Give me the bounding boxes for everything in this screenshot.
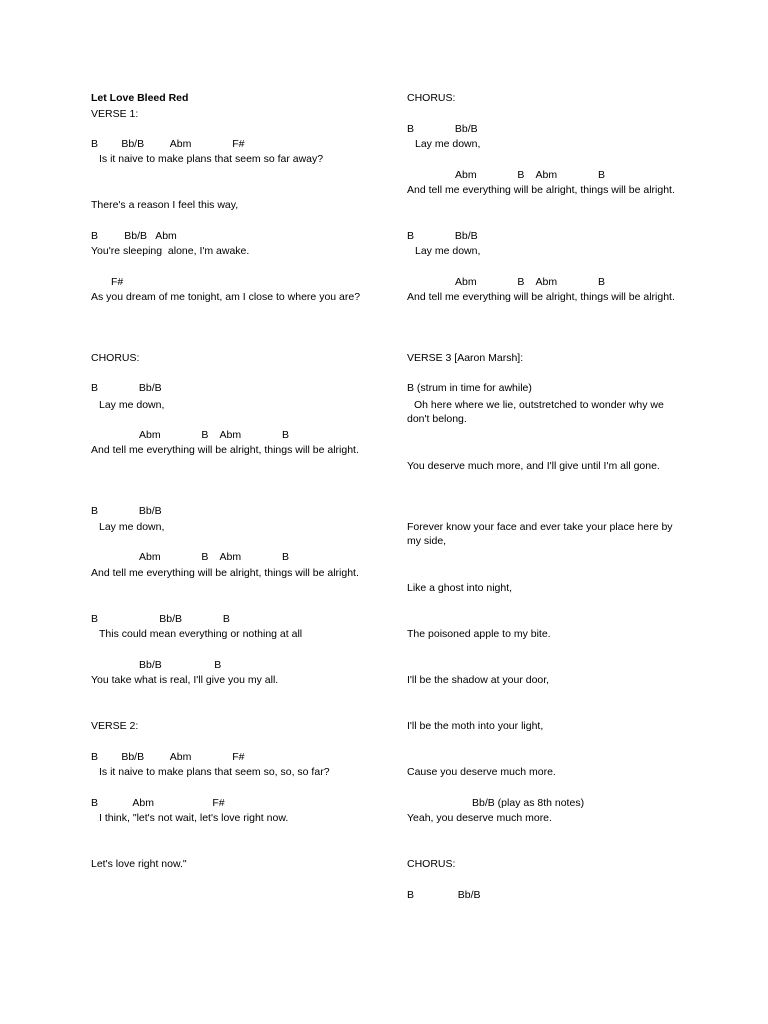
verse3-lyric-2: You deserve much more, and I'll give until I'm all gone.: [407, 460, 660, 472]
verse2-lyric-1: Is it naive to make plans that seem so, so, so far?: [99, 766, 330, 778]
chorus3-heading: CHORUS:: [407, 858, 456, 870]
chorus1-lyric-1: Lay me down,: [99, 399, 165, 411]
verse1-chords-2: B Bb/B Abm: [91, 230, 177, 242]
chorus2-heading: CHORUS:: [407, 92, 456, 104]
verse2-chords-2: B Abm F#: [91, 797, 225, 809]
chorus1-lyric-5: This could mean everything or nothing at all: [99, 628, 303, 640]
verse1-lyric-3: You're sleeping alone, I'm awake.: [91, 245, 250, 257]
verse3-lyric-9: Yeah, you deserve much more.: [407, 812, 552, 824]
verse3-lyric-8: Cause you deserve much more.: [407, 766, 556, 778]
verse1-lyric-2: There's a reason I feel this way,: [91, 199, 239, 211]
chorus2-chords-1: B Bb/B: [407, 123, 478, 135]
chorus3-chords-1: B Bb/B: [407, 889, 481, 901]
verse3-lyric-6: I'll be the shadow at your door,: [407, 674, 550, 686]
verse1-heading: VERSE 1:: [91, 108, 139, 120]
verse2-chords-1: B Bb/B Abm F#: [91, 751, 245, 763]
verse2-heading: VERSE 2:: [91, 720, 139, 732]
verse3-chords-1: B (strum in time for awhile): [407, 382, 532, 394]
verse1-chords-3: F#: [111, 276, 124, 288]
chorus1-lyric-4: And tell me everything will be alright, things will be alright.: [91, 567, 359, 579]
chorus2-chords-4: Abm B Abm B: [455, 276, 605, 288]
chorus1-chords-3: B Bb/B: [91, 505, 162, 517]
chorus1-chords-6: Bb/B B: [139, 659, 222, 671]
chorus2-chords-3: B Bb/B: [407, 230, 478, 242]
verse2-lyric-3: Let's love right now.": [91, 858, 187, 870]
chorus2-lyric-1: Lay me down,: [415, 138, 481, 150]
chorus1-chords-1: B Bb/B: [91, 382, 162, 394]
chorus1-chords-2: Abm B Abm B: [139, 429, 289, 441]
chorus1-lyric-3: Lay me down,: [99, 521, 165, 533]
verse1-lyric-1: Is it naive to make plans that seem so far away?: [99, 153, 324, 165]
chorus2-lyric-3: Lay me down,: [415, 245, 481, 257]
chorus2-chords-2: Abm B Abm B: [455, 169, 605, 181]
chorus1-lyric-6: You take what is real, I'll give you my all.: [91, 674, 279, 686]
verse3-lyric-3: Forever know your face and ever take your place here by my side,: [407, 521, 673, 547]
verse3-lyric-7: I'll be the moth into your light,: [407, 720, 544, 732]
chorus1-heading: CHORUS:: [91, 352, 140, 364]
chorus1-lyric-2: And tell me everything will be alright, things will be alright.: [91, 444, 359, 456]
verse1-chords-1: B Bb/B Abm F#: [91, 138, 245, 150]
chorus1-chords-5: B Bb/B B: [91, 613, 230, 625]
chorus1-chords-4: Abm B Abm B: [139, 551, 289, 563]
verse2-lyric-2: I think, "let's not wait, let's love right now.: [99, 812, 289, 824]
verse3-lyric-4: Like a ghost into night,: [407, 582, 513, 594]
verse3-heading: VERSE 3 [Aaron Marsh]:: [407, 352, 524, 364]
verse3-chords-2: Bb/B (play as 8th notes): [472, 797, 585, 809]
song-title: Let Love Bleed Red: [91, 92, 189, 104]
chorus2-lyric-4: And tell me everything will be alright, things will be alright.: [407, 291, 675, 303]
verse1-lyric-4: As you dream of me tonight, am I close to where you are?: [91, 291, 361, 303]
verse3-lyric-1: Oh here where we lie, outstretched to wonder why we don't belong.: [407, 399, 664, 425]
verse3-lyric-5: The poisoned apple to my bite.: [407, 628, 551, 640]
chorus2-lyric-2: And tell me everything will be alright, things will be alright.: [407, 184, 675, 196]
